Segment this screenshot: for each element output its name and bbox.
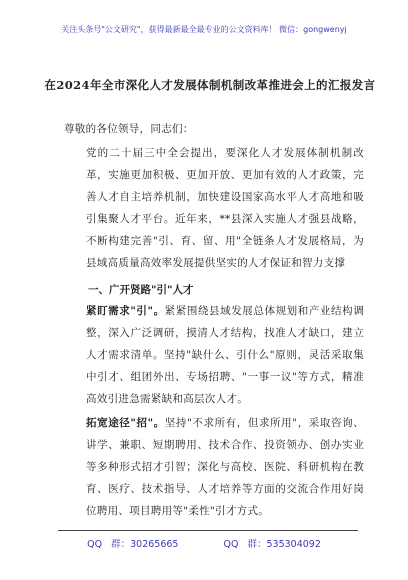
paragraph-channels-wrap <box>64 412 364 522</box>
salutation: 尊敬的各位领导，同志们： <box>64 123 194 135</box>
footer-qq-group-2[interactable]: QQ 群：535304092 <box>223 539 321 550</box>
paragraph-intro <box>64 142 364 274</box>
footer-divider <box>58 530 358 531</box>
paragraph-demand-text: 紧紧围绕县域发展总体规划和产业结构调整，深入广泛调研，摸清人才结构，找准人才缺口，建立人才需求清单。坚持"缺什么、引什么"原则，灵活采取集中引才、组团外出、专场招聘、"一事一议"等方式，精准高效引进急需紧缺和高层次人才。 <box>86 305 365 405</box>
header-promo-text[interactable]: 关注头条号"公文研究"，获得最新最全最专业的公文资料库！ 微信：gongwenyj <box>61 25 347 34</box>
paragraph-demand <box>64 300 364 410</box>
paragraph-channels <box>64 412 364 522</box>
paragraph-channels-text: 坚持"不求所有，但求所用"，采取咨询、讲学、兼职、短期聘用、技术合作、投资领办、创办实业等多种形式招才引智；深化与高校、医院、科研机构在教育、医疗、技术指导、人才培养等方面的交流合作用好岗位聘用、项目聘用等"柔性"引才方式。 <box>86 417 365 517</box>
paragraph-intro-text: 党的二十届三中全会提出，要深化人才发展体制机制改革，实施更加积极、更加开放、更加有效的人才政策，完善人才自主培养机制，加快建设国家高水平人才高地和吸引集聚人才平台。近年来，**县深入实施人才强县战略，不断构建完善"引、育、留、用"全链条人才发展格局，为县域高质量高效率发展提供坚实的人才保证和智力支撑 <box>86 147 364 269</box>
section-heading-1: 一、广开贤路"引"人才 <box>88 284 194 296</box>
paragraph-demand-lead: 紧盯需求"引"。 <box>86 305 165 317</box>
footer-qq-group-1[interactable]: QQ 群：30265665 <box>87 539 179 550</box>
paragraph-channels-lead: 拓宽途径"招"。 <box>86 417 165 429</box>
document-title: 在2024年全市深化人才发展体制机制改革推进会上的汇报发言 <box>44 78 376 92</box>
footer-contacts <box>0 536 408 550</box>
paragraph-demand-wrap <box>64 300 364 410</box>
